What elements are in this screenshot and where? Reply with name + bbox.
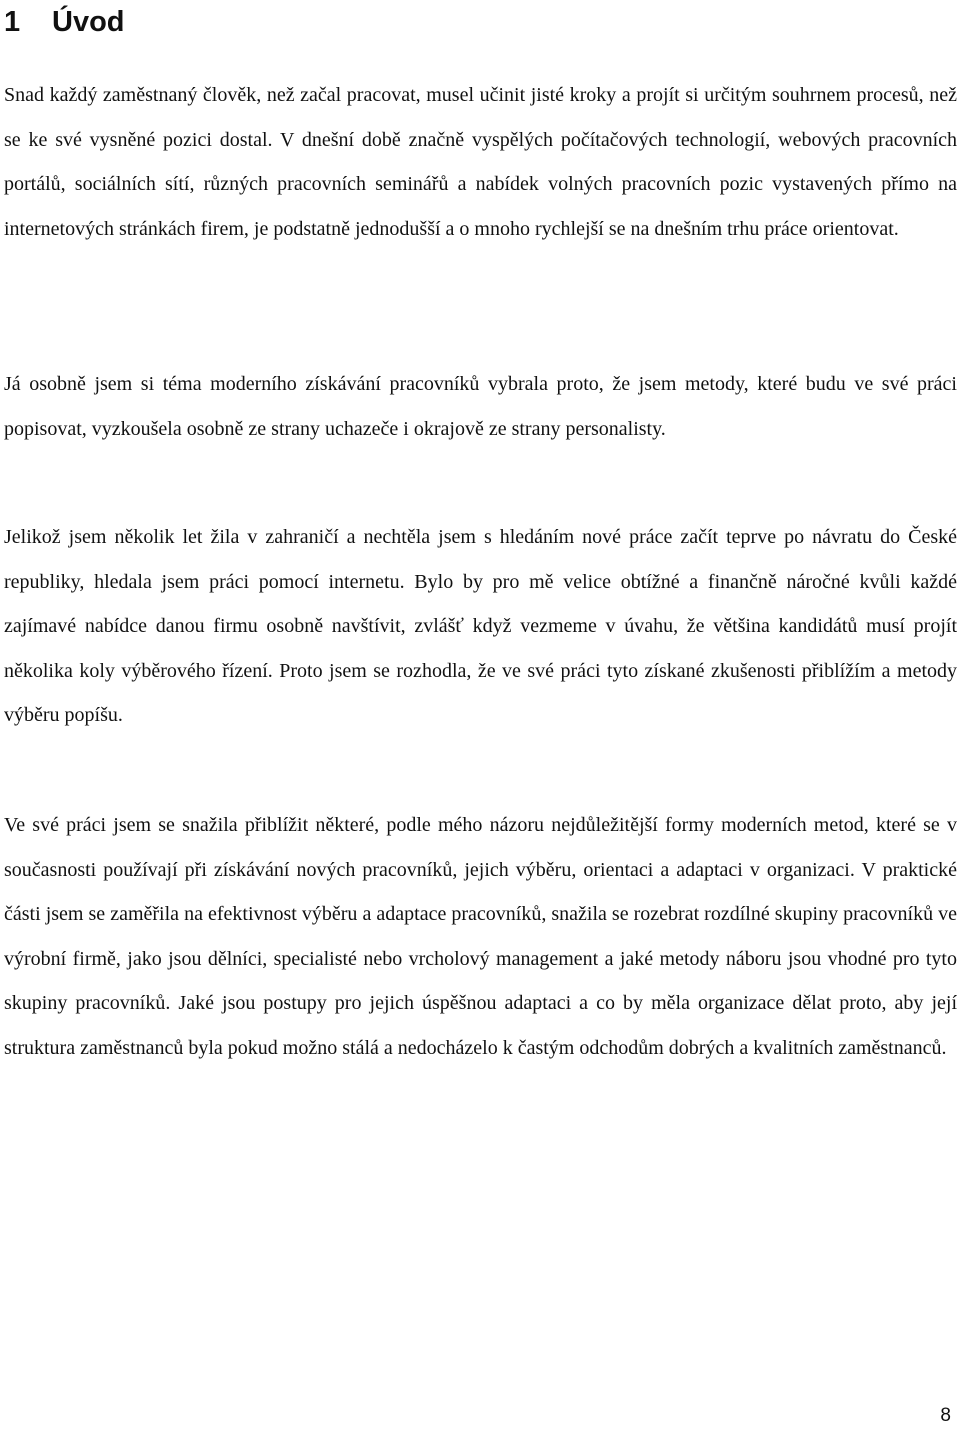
paragraph-personal-experience: Jelikož jsem několik let žila v zahraničí a nechtěla jsem s hledáním nové práce začít teprve po návratu do České republiky, hledala jsem práci pomocí internetu. Bylo by pro mě velice obtížné a finančně náročné kvůli každé zajímavé nabídce danou firmu osobně navštívit, zvlášť když vezmeme v úvahu, že většina kandidátů musí projít několika koly výběrového řízení. Proto jsem se rozhodla, že ve své práci tyto získané zkušenosti přiblížím a metody výběru popíšu.	[4, 526, 957, 727]
paragraph-work-aims: Ve své práci jsem se snažila přiblížit některé, podle mého názoru nejdůležitější formy moderních metod, které se v současnosti používají při získávání nových pracovníků, jejich výběru, orientaci a adaptaci v organizaci. V praktické části jsem se zaměřila na efektivnost výběru a adaptace pracovníků, snažila se rozebrat rozdílné skupiny pracovníků ve výrobní firmě, jako jsou dělníci, specialisté nebo vrcholový management a jaké metody náboru jsou vhodné pro tyto skupiny pracovníků. Jaké jsou postupy pro jejich úspěšnou adaptaci a co by měla organizace dělat proto, aby její struktura zaměstnanců byla pokud možno stálá a nedocházelo k častým odchodům dobrých a kvalitních zaměstnanců.	[4, 814, 957, 1059]
chapter-number: 1	[4, 6, 21, 38]
page-number: 8	[940, 1405, 951, 1426]
paragraph-topic-choice: Já osobně jsem si téma moderního získávání pracovníků vybrala proto, že jsem metody, které budu ve své práci popisovat, vyzkoušela osobně ze strany uchazeče i okrajově ze strany personalisty.	[4, 373, 957, 440]
chapter-title: Úvod	[52, 6, 125, 38]
paragraph-intro: Snad každý zaměstnaný člověk, než začal pracovat, musel učinit jisté kroky a projít si určitým souhrnem procesů, než se ke své vysněné pozici dostal. V dnešní době značně vyspělých počítačových technologií, webových pracovních portálů, sociálních sítí, různých pracovních seminářů a nabídek volných pracovních pozic vystavených přímo na internetových stránkách firem, je podstatně jednodušší a o mnoho rychlejší se na dnešním trhu práce orientovat.	[4, 84, 957, 240]
chapter-heading	[4, 2, 125, 42]
